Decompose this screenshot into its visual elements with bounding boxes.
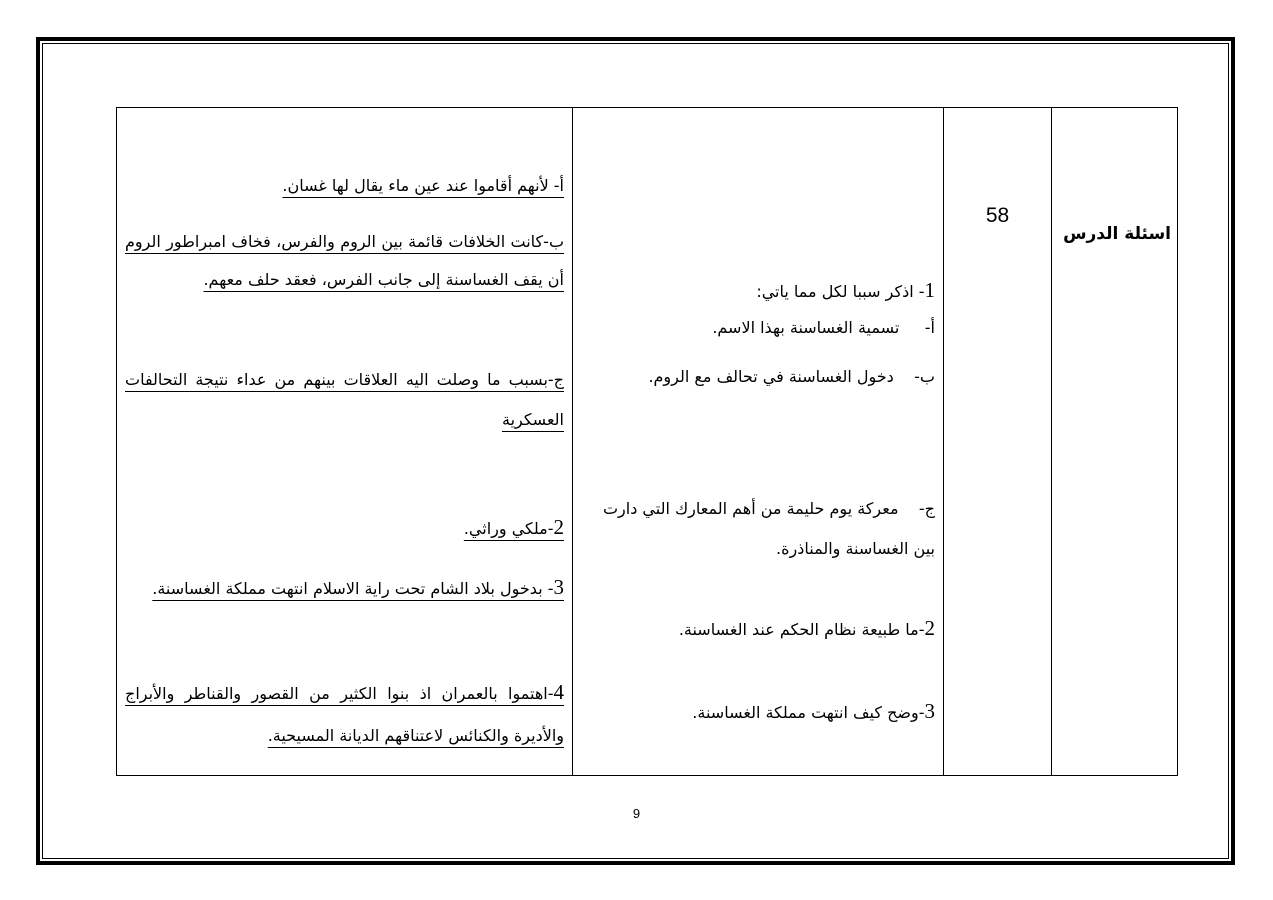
question-1b-label: ب- bbox=[914, 367, 935, 386]
answer-1a bbox=[125, 168, 564, 204]
answer-1a-text: أ- لأنهم أقاموا عند عين ماء يقال لها غسان. bbox=[282, 176, 564, 195]
answer-1b bbox=[125, 223, 564, 299]
lesson-questions-table bbox=[116, 107, 1178, 776]
answer-3-text: - بدخول بلاد الشام تحت راية الاسلام انتهت مملكة الغساسنة. bbox=[152, 579, 554, 598]
questions-cell bbox=[573, 108, 944, 776]
answer-2 bbox=[125, 509, 564, 547]
section-title: اسئلة الدرس bbox=[1063, 224, 1171, 244]
question-1c bbox=[581, 489, 935, 569]
answer-1c bbox=[125, 360, 564, 440]
answers-cell bbox=[117, 108, 573, 776]
answer-2-text: -ملكي وراثي. bbox=[463, 519, 554, 538]
answer-4 bbox=[125, 671, 564, 757]
question-1-number: 1 bbox=[924, 278, 935, 302]
page-number: 9 bbox=[632, 806, 641, 821]
question-2-number: 2 bbox=[924, 616, 935, 640]
answer-3 bbox=[125, 563, 564, 613]
title-cell bbox=[1052, 108, 1178, 776]
answer-3-number: 3 bbox=[553, 575, 564, 599]
answer-4-number: 4 bbox=[553, 680, 564, 704]
question-2 bbox=[581, 610, 935, 648]
answer-1c-text: ج-بسبب ما وصلت اليه العلاقات بينهم من عداء نتيجة التحالفات العسكرية bbox=[125, 370, 564, 429]
answer-1b-text: ب-كانت الخلافات قائمة بين الروم والفرس، فخاف امبراطور الروم أن يقف الغساسنة إلى جانب الفرس، فعقد حلف معهم. bbox=[125, 232, 564, 289]
question-1b-text: دخول الغساسنة في تحالف مع الروم. bbox=[648, 367, 894, 386]
page-reference: 58 bbox=[985, 204, 1010, 227]
question-1c-label: ج- bbox=[918, 499, 935, 518]
answer-2-number: 2 bbox=[553, 515, 564, 539]
question-1 bbox=[581, 272, 935, 310]
question-3-text: -وضح كيف انتهت مملكة الغساسنة. bbox=[692, 703, 925, 722]
answer-4-text: -اهتموا بالعمران اذ بنوا الكثير من القصور والقناطر والأبراج والأديرة والكنائس لاعتناقهم الديانة المسيحية. bbox=[125, 684, 564, 745]
question-3 bbox=[581, 693, 935, 731]
question-3-number: 3 bbox=[924, 699, 935, 723]
page-ref-cell bbox=[944, 108, 1052, 776]
table-row bbox=[117, 108, 1178, 776]
question-1-text: - اذكر سببا لكل مما ياتي: bbox=[756, 282, 925, 301]
question-1a-label: أ- bbox=[924, 318, 935, 337]
question-1a bbox=[581, 310, 935, 346]
question-2-text: -ما طبيعة نظام الحكم عند الغساسنة. bbox=[678, 620, 925, 639]
question-1c-text: معركة يوم حليمة من أهم المعارك التي دارت بين الغساسنة والمناذرة. bbox=[602, 499, 935, 558]
question-1a-text: تسمية الغساسنة بهذا الاسم. bbox=[712, 318, 900, 337]
question-1b bbox=[581, 359, 935, 395]
